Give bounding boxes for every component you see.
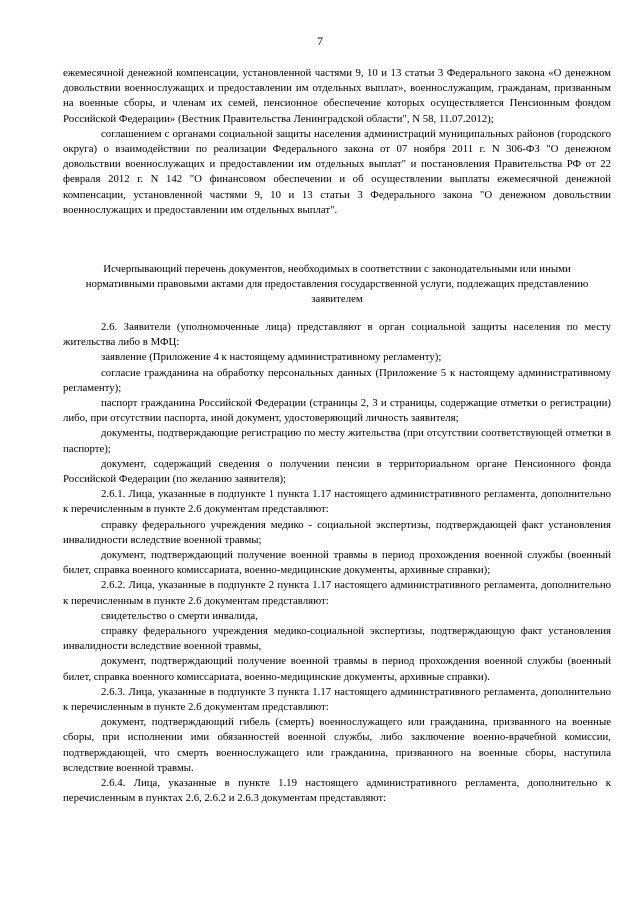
top-section — [63, 66, 611, 218]
body-section — [63, 320, 611, 807]
section-heading-block — [76, 262, 598, 308]
paragraph: свидетельство о смерти инвалида, — [101, 609, 258, 622]
paragraph: 2.6.2. Лица, указанные в подпункте 2 пункта 1.17 настоящего административного регламента, дополнительно к перечисленным в пункте 2.6 документам представляют: — [63, 579, 611, 607]
paragraph: согласие гражданина на обработку персональных данных (Приложение 5 к настоящему административному регламенту); — [63, 366, 611, 394]
paragraph: документы, подтверждающие регистрацию по месту жительства (при отсутствии соответствующей отметки в паспорте); — [63, 427, 611, 455]
paragraph: документ, содержащий сведения о получении пенсии в территориальном органе Пенсионного фонда Российской Федерации (по желанию заявителя); — [63, 457, 611, 486]
paragraph: 2.6.1. Лица, указанные в подпункте 1 пункта 1.17 настоящего административного регламента, дополнительно к перечисленным в пункте 2.6 документам представляют: — [63, 488, 611, 516]
paragraph: справку федерального учреждения медико-социальной экспертизы, подтверждающую факт установления инвалидности вследствие военной травмы, — [63, 625, 611, 653]
paragraph: паспорт гражданина Российской Федерации (страницы 2, 3 и страницы, содержащие отметки о регистрации) либо, при отсутствии паспорта, иной документ, удостоверяющий личность заявителя; — [63, 397, 611, 425]
paragraph: 2.6. Заявители (уполномоченные лица) представляют в орган социальной защиты населения по месту жительства либо в МФЦ: — [63, 321, 611, 349]
paragraph: документ, подтверждающий получение военной травмы в период прохождения военной службы (военный билет, справка военного комиссариата, военно-медицинские документы, архивные справки); — [63, 549, 611, 577]
paragraph: соглашением с органами социальной защиты населения администраций муниципальных районов (городского округа) о взаимодействии по реализации Федерального закона от 07 ноября 2011 г. N 306-ФЗ "О денежном довольствии военнослужащих и предоставлении им отдельных выплат" и постановления Правительства РФ от 22 февраля 2012 г. N 142 "О финансовом обеспечении и об осуществлении выплаты ежемесячной денежной компенсации, установленной частями 9, 10 и 13 статьи 3 Федерального закона "О денежном довольствии военнослужащих и предоставлении им отдельных выплат". — [63, 127, 611, 216]
paragraph: 2.6.4. Лица, указанные в пункте 1.19 настоящего административного регламента, дополнительно к перечисленным в пунктах 2.6, 2.6.2 и 2.6.3 документам представляют: — [63, 777, 611, 805]
page-number: 7 — [317, 34, 323, 48]
paragraph: 2.6.3. Лица, указанные в подпункте 3 пункта 1.17 настоящего административного регламента, дополнительно к перечисленным в пункте 2.6 документам представляют: — [63, 685, 611, 714]
paragraph: заявление (Приложение 4 к настоящему административному регламенту); — [101, 351, 442, 364]
paragraph: документ, подтверждающий гибель (смерть) военнослужащего или гражданина, призванного на военные сборы, при исполнении ими обязанностей военной службы, либо заключение военно-врачебной комиссии, подтверждающей, что смерть военнослужащего или гражданина, призванного на военные сборы, наступила вследствие военной травмы. — [63, 716, 611, 774]
paragraph: ежемесячной денежной компенсации, установленной частями 9, 10 и 13 статьи 3 Федерального закона «О денежном довольствии военнослужащих и предоставлении им отдельных выплат», военнослужащим, гражданам, призванным на военные сборы, и членам их семей, пенсионное обеспечение которых осуществляется Пенсионным фондом Российской Федерации» (Вестник Правительства Ленинградской области", N 58, 11.07.2012); — [63, 67, 611, 125]
section-heading: Исчерпывающий перечень документов, необходимых в соответствии с законодательными или иными нормативными правовыми актами для предоставления государственной услуги, подлежащих представлению заявителем — [85, 263, 589, 306]
paragraph: справку федерального учреждения медико - социальной экспертизы, подтверждающей факт установления инвалидности вследствие военной травмы; — [63, 518, 611, 546]
paragraph: документ, подтверждающий получение военной травмы в период прохождения военной службы (военный билет, справка военного комиссариата, военно-медицинские документы, архивные справки). — [63, 655, 611, 683]
